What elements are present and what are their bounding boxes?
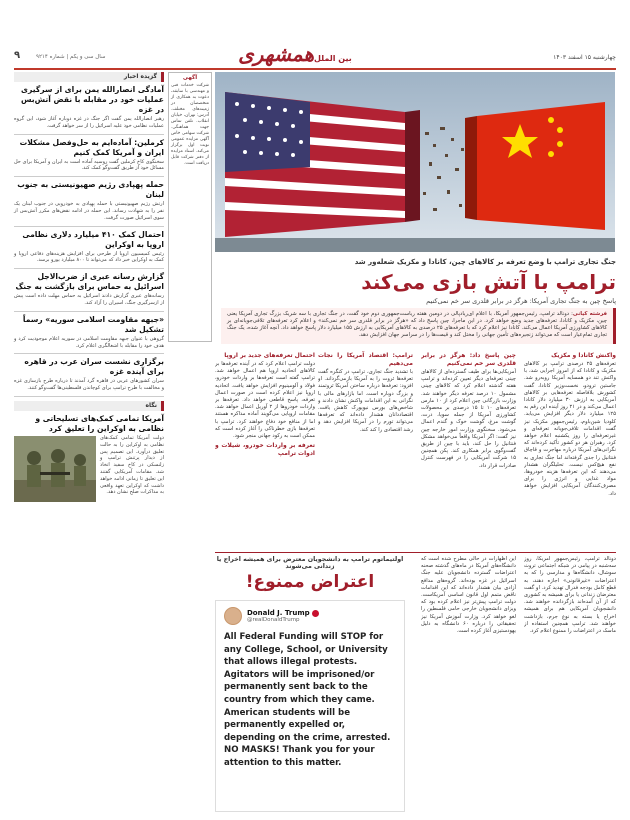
feature-title: اعتراض ممنوع! (245, 572, 375, 592)
rail-item-title: حمله پهپادی رژیم صهیونیستی به جنوب لبنان (17, 180, 164, 200)
rail-item-text: رهبر انصارالله یمن گفت اگر جنگ در غزه دوباره آغاز شود، این گروه عملیات نظامی خود علیه اسرائیل را از سر خواهد گرفت. (14, 116, 164, 129)
us-flag-container (225, 92, 420, 237)
rail-item-text: سران کشورهای عربی در قاهره گرد آمدند تا درباره طرح بازسازی غزه و مخالفت با طرح ترامپ برای کوچاندن فلسطینی‌ها گفت‌وگو کنند. (14, 378, 164, 392)
tweet-handle: @realDonaldTrump (247, 617, 300, 623)
article-column-1 (524, 350, 616, 550)
feature-kicker: اولتیماتوم ترامپ به دانشجویان معترض برای همیشه اخراج یا زندانی می‌شوند (216, 556, 404, 570)
lead-kicker: جنگ تجاری ترامپ با وضع تعرفه بر کالاهای چین، کانادا و مکزیک شعله‌ور شد (354, 258, 616, 266)
rail-item (14, 315, 164, 350)
rail-item-text: رسانه‌های عبری گزارش دادند اسرائیل به حماس مهلت داده است پیش از ازسرگیری جنگ، اسیران را آزاد کند. (14, 293, 164, 306)
lead-intro-text: دونالد ترامپ، رئیس‌جمهور آمریکا، با اعلام ای‌ریادپالی در دومین هفته ریاست‌جمهوری دوم خود گفت، در جنگ تجاری با سه شریک بزرگ تجاری آمریکا یعنی چین، مکزیک و کانادا، تعرفه‌های جدید وضع خواهد کرد. در این ماجرا، چین پاسخ داد که «هرگز در برابر قلدری سر خم نمی‌کند» و اعلام کرد تعرفه‌های تلافی‌جویانه‌ای بر کالاهای کشاورزی آمریکا اعمال می‌کند. کانادا نیز اعلام کرد که با تعرفه‌های ۲۵ درصدی به کالاهای آمریکایی به ارزش ۱۵۵ میلیارد دلار پاسخ خواهد داد. آنچه آغاز شده، یک جنگ تجاری تمام‌عیار است که می‌تواند زنجیره‌های تأمین جهانی را مختل کند و قیمت‌ها را در سراسر جهان افزایش دهد. (227, 311, 607, 338)
soldiers-photo (14, 436, 96, 502)
newspaper-logo: همشهری (238, 42, 314, 66)
article-column-3 (318, 350, 413, 550)
column-4-text: دولت ترامپ اعلام کرد که در آینده تعرفه‌ها بر کالاهای اتحادیه اروپا هم اعمال خواهد شد. ترامپ گفته است تعرفه‌ها بر واردات خودرو، فولاد و آلومینیوم افزایش خواهد یافت. اتحادیه اروپا نیز اعلام کرده است در صورت اعمال تعرفه، پاسخ قاطعی خواهد داد. تعرفه‌ها بر واردات خودروها از ۲ آوریل اعمال خواهد شد. مقامات اروپایی می‌گویند آماده مذاکره هستند اما از منافع خود دفاع خواهند کرد. ترامپ با تعرفه‌ها بازی خطرناکی را آغاز کرده است که ممکن است به رکود جهانی منجر شود. (215, 361, 315, 440)
rail-feature-title: آمریکا تمامی کمک‌های تسلیحاتی و نظامی به اوکراین را تعلیق کرد (35, 413, 164, 433)
lead-subhead: پاسخ چین به جنگ تجاری آمریکا: هرگز در برابر قلدری سر خم نمی‌کنیم (426, 297, 616, 305)
hero-photo (215, 72, 615, 252)
embedded-tweet (215, 600, 405, 812)
ad-title: آگهی (182, 75, 198, 81)
lead-intro: فرشته کیانی: دونالد ترامپ، رئیس‌جمهور آمریکا، با اعلام ای‌ریادپالی در دومین هفته ریاست‌جمهوری دوم خود گفت، در جنگ تجاری با سه شریک بزرگ تجاری آمریکا یعنی چین، مکزیک و کانادا، تعرفه‌های جدید وضع خواهد کرد. در این ماجرا، چین پاسخ داد که «هرگز در برابر قلدری سر خم نمی‌کند» و اعلام کرد تعرفه‌های تلافی‌جویانه‌ای بر کالاهای کشاورزی آمریکا اعمال می‌کند. کانادا نیز اعلام کرد که با تعرفه‌های ۲۵ درصدی به کالاهای آمریکایی به ارزش ۱۵۵ میلیارد دلار پاسخ خواهد داد. آنچه آغاز شده، یک جنگ تجاری تمام‌عیار است که می‌تواند زنجیره‌های تأمین جهانی را مختل کند و قیمت‌ها را در سراسر جهان افزایش دهد. (221, 308, 616, 344)
rail-item-title: آمادگی انصارالله یمن برای از سرگیری عملیات خود در مقابله با نقض آتش‌بس در غزه (21, 85, 164, 114)
verified-badge-icon (312, 610, 319, 617)
article-column-2 (421, 350, 516, 550)
column-1-heading: واکنش کانادا و مکزیک (551, 352, 616, 359)
rail-item-text: گروهی با عنوان جبهه مقاومت اسلامی در سوریه اعلام موجودیت کرد و هدف خود را مقابله با اشغالگری اعلام کرد. (14, 335, 164, 349)
column-1-text: تعرفه‌های ۲۵ درصدی ترامپ بر کالاهای مکزیک و کانادا که از امروز اجرایی شد، با واکنش تند دو همسایه آمریکا روبه‌رو شد. جاستین ترودو، نخست‌وزیر کانادا، گفت کشورش بلافاصله تعرفه‌هایی بر کالاهای آمریکایی به ارزش ۳۰ میلیارد دلار کانادا اعمال می‌کند و در ۲۱ روز آینده این رقم به ۱۲۵ میلیارد دلار دیگر افزایش می‌یابد. کلودیا شین‌باوم، رئیس‌جمهور مکزیک نیز گفت اقدامات تلافی‌جویانه تعرفه‌ای و غیرتعرفه‌ای را روز یکشنبه اعلام خواهد کرد. رهبران هر دو کشور تأکید کرده‌اند که نگرانی‌های آمریکا درباره مهاجرت و قاچاق فنتانیل را جدی گرفته‌اند اما جنگ تجاری به نفع هیچ‌کس نیست. تحلیلگران هشدار می‌دهند که این تعرفه‌ها هزینه خودروها، مواد غذایی و انرژی را برای مصرف‌کنندگان آمریکایی افزایش خواهد داد. (524, 361, 616, 497)
rail-item-text: سخنگوی کاخ کرملین گفت روسیه آماده است به ایران و آمریکا برای حل مسائل خود از طریق گفت‌وگو کمک کند. (14, 158, 164, 172)
lead-headline: ترامپ با آتش بازی می‌کند (361, 270, 616, 294)
containers-flags-illustration (215, 72, 615, 252)
rail-item-title: احتمال کمک ۴۱۰ میلیارد دلاری نظامی اروپا به اوکراین (22, 229, 164, 249)
divider (14, 353, 164, 354)
section-label: بین الملل (314, 54, 352, 63)
column-3-heading: ترامپ: اقتصاد آمریکا را نجات می‌دهیم (318, 352, 413, 367)
tweet-text: All Federal Funding will STOP for any College, School, or University that allows illegal protests. Agitators will be imprisoned/or permanently sent back to the country from which they came. American students will be permanently expelled or, depending on the crime, arrested. NO MASKS! Thank you for your attention to this matter. (224, 632, 391, 768)
china-flag-container (465, 102, 605, 230)
rail-item-text: رئیس کمیسیون اروپا از طرحی برای افزایش هزینه‌های دفاعی اروپا و کمک به اوکراین خبر داد که می‌تواند تا ۸۰۰ میلیارد یورو برسد. (14, 250, 164, 264)
rail-section-tag: گزیده اخبار (14, 72, 164, 82)
divider (14, 396, 164, 397)
rail-item-title: گزارش رسانه عبری از ضرب‌الاجل اسرائیل به حماس برای بازگشت به جنگ (15, 272, 164, 292)
feature-column-b-text: این اظهارات در حالی مطرح شده است که دانشگاه‌های آمریکا در ماه‌های گذشته صحنه اعتراضات گسترده دانشجویان علیه جنگ اسرائیل در غزه بوده‌اند. گروه‌های مدافع آزادی بیان هشدار داده‌اند که این اقدامات ناقض متمم اول قانون اساسی آمریکاست. دولت ترامپ پیش‌تر نیز اعلام کرده بود که ویزای دانشجویان خارجی حامی فلسطین را لغو خواهد کرد. وزارت آموزش آمریکا نیز تحقیقاتی را درباره ۶۰ دانشگاه به دلیل یهودستیزی آغاز کرده است. (421, 556, 516, 635)
rail-item (14, 138, 164, 173)
rail-feature (14, 414, 164, 496)
divider (14, 134, 164, 135)
divider (14, 176, 164, 177)
news-rail (14, 72, 164, 812)
column-3-text: با تشدید جنگ تجاری، ترامپ در کنگره گفت تعرفه‌ها ثروت را به آمریکا بازمی‌گرداند. او افزود: تعرفه‌ها درباره ساختن آمریکا ثروتمند و بزرگ دوباره است. اما بازارهای مالی با نگرانی به این اقدامات واکنش نشان دادند و شاخص‌های بورس نیویورک کاهش یافت. اقتصاددانان هشدار داده‌اند که تعرفه‌ها می‌تواند تورم را در آمریکا افزایش دهد و رشد اقتصادی را کند کند. (318, 369, 413, 433)
column-4-heading-2: تعرفه بر واردات خودرو، شیلات و ادوات ترامپ (215, 442, 315, 458)
rail-section-tag: نگاه (14, 401, 164, 411)
rail-item-title: «جبهه مقاومت اسلامی سوریه» رسماً تشکیل شد (22, 314, 164, 334)
page-number: ۹ (14, 50, 21, 61)
feature-column-b (421, 556, 516, 812)
issue-number: سال سی و یکم | شماره ۹۲۱۴ (36, 54, 106, 60)
ad-text: شرکت خدمات فنی و مهندسی با سابقه، دعوت به همکاری از متخصصان در زمینه‌های مختلف. آدرس: تهران، خیابان انقلاب. تلفن تماس جهت هماهنگی. شرکت سهامی خاص آگهی مزایده عمومی نوبت اول برگزار می‌کند. اسناد مزایده از دفتر شرکت قابل دریافت است. (171, 83, 209, 166)
feature-column-a (524, 556, 616, 812)
rail-item (14, 230, 164, 265)
issue-date: چهارشنبه ۱۵ اسفند ۱۴۰۳ (553, 54, 616, 61)
divider (14, 268, 164, 269)
rail-item-text: ارتش رژیم صهیونیستی با حمله پهپادی به خودرویی در جنوب لبنان یک نفر را به شهادت رساند. این حمله در ادامه نقض‌های مکرر آتش‌بس از سوی اسرائیل صورت گرفت. (14, 201, 164, 221)
feature-column-a-text: دونالد ترامپ، رئیس‌جمهور آمریکا، روز سه‌شنبه در پیامی در شبکه اجتماعی تروث سوشال، دانشگاه‌ها و مدارسی را که به اعتراضات «غیرقانونی» اجازه دهند، به قطع کامل بودجه فدرال تهدید کرد. او گفت معترضان زندانی یا برای همیشه به کشوری که از آن آمده‌اند بازگردانده خواهند شد. دانشجویان آمریکایی هم برای همیشه اخراج یا بسته به نوع جرم، بازداشت خواهند شد. ترامپ همچنین استفاده از ماسک در اعتراضات را ممنوع اعلام کرد. (524, 556, 616, 635)
avatar (224, 607, 242, 625)
rail-feature-text: دولت آمریکا تمامی کمک‌های نظامی به اوکراین را به حالت تعلیق درآورد. این تصمیم پس از دیدار پرتنش ترامپ و زلنسکی در کاخ سفید اتخاذ شد. مقامات آمریکایی گفتند این تعلیق تا زمانی ادامه خواهد داشت که اوکراین تعهد واقعی به مذاکرات صلح نشان دهد. (100, 434, 164, 496)
column-2-heading: چین پاسخ داد: هرگز در برابر قلدری سر خم نمی‌کنیم (421, 352, 516, 367)
rail-item-title: برگزاری نشست سران عرب در قاهره برای آینده غزه (24, 357, 164, 377)
rail-item (14, 85, 164, 130)
section-divider (215, 552, 616, 553)
tweet-author-name: Donald J. Trump (247, 609, 319, 617)
column-4-heading: احتمال تعرفه‌های جدید بر اروپا (224, 352, 315, 359)
article-column-4 (215, 350, 315, 550)
rail-item (14, 272, 164, 307)
column-2-text: آمریکایی‌ها برای طیف گسترده‌ای از کالاهای چینی تعرفه‌ای دیگر تعیین کرده‌اند و ترامپ هفته گذشته اعلام کرد که کالاهای چینی مشمول ۱۰ درصد تعرفه دیگر خواهند شد. وزارت بازرگانی چین اعلام کرد از ۱۰ مارس تعرفه‌های ۱۰ تا ۱۵ درصدی بر محصولات کشاورزی آمریکا از جمله سویا، ذرت، گوشت مرغ، گوشت خوک و گندم اعمال می‌شود. سخنگوی وزارت امور خارجه چین نیز گفت: اگر آمریکا واقعاً می‌خواهد مشکل فنتانیل را حل کند، باید با چین از طریق گفت‌وگوی برابر همکاری کند. پکن همچنین ۱۵ شرکت آمریکایی را در فهرست کنترل صادرات قرار داد. (421, 369, 516, 469)
tweet-header (224, 607, 396, 625)
byline: فرشته کیانی (572, 311, 607, 317)
divider (14, 226, 164, 227)
divider (14, 311, 164, 312)
rail-item (14, 180, 164, 221)
masthead (14, 42, 616, 70)
rail-item (14, 357, 164, 392)
ad-column (168, 72, 212, 342)
rail-item-title: کرملین: آماده‌ایم به حل‌وفصل مشکلات ایران و آمریکا کمک کنیم (19, 137, 164, 157)
